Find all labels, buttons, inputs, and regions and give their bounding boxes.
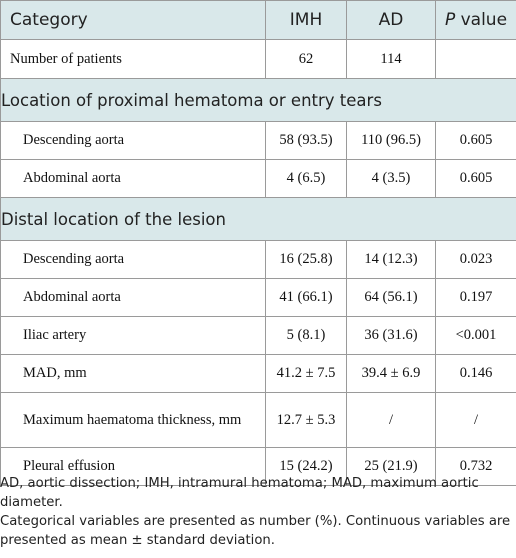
cell-p: 0.023 xyxy=(436,241,516,279)
table-row xyxy=(1,40,516,79)
cell-p: 0.732 xyxy=(436,448,516,486)
table-row xyxy=(1,160,516,198)
footnote-presentation: Categorical variables are presented as number (%). Continuous variables are presented as mean ± standard deviation. xyxy=(0,514,511,548)
header-ad: AD xyxy=(347,1,436,40)
row-label: Maximum haematoma thickness, mm xyxy=(1,393,266,448)
table-row xyxy=(1,393,516,448)
cell-p: 0.146 xyxy=(436,355,516,393)
table-row xyxy=(1,279,516,317)
table-row xyxy=(1,317,516,355)
row-label: Descending aorta xyxy=(1,122,266,160)
cell-ad: 64 (56.1) xyxy=(347,279,436,317)
cell-imh: 58 (93.5) xyxy=(266,122,347,160)
row-label: Abdominal aorta xyxy=(1,160,266,198)
cell-ad: / xyxy=(347,393,436,448)
section-title-proximal: Location of proximal hematoma or entry tears xyxy=(1,79,516,122)
cell-ad: 36 (31.6) xyxy=(347,317,436,355)
cell-p: 0.197 xyxy=(436,279,516,317)
row-label: Iliac artery xyxy=(1,317,266,355)
row-label: Descending aorta xyxy=(1,241,266,279)
cell-imh: 5 (8.1) xyxy=(266,317,347,355)
table-footnotes xyxy=(0,474,516,550)
section-title-distal: Distal location of the lesion xyxy=(1,198,516,241)
cell-p: / xyxy=(436,393,516,448)
header-imh: IMH xyxy=(266,1,347,40)
cell-p: 0.605 xyxy=(436,160,516,198)
table-row xyxy=(1,241,516,279)
header-p-rest: value xyxy=(455,10,508,30)
row-label: Pleural effusion xyxy=(1,448,266,486)
cell-imh: 15 (24.2) xyxy=(266,448,347,486)
cell-imh: 16 (25.8) xyxy=(266,241,347,279)
cell-ad: 14 (12.3) xyxy=(347,241,436,279)
cell-imh: 4 (6.5) xyxy=(266,160,347,198)
row-label: Abdominal aorta xyxy=(1,279,266,317)
header-p-letter: P xyxy=(444,10,456,30)
cell-imh: 62 xyxy=(266,40,347,79)
header-category: Category xyxy=(1,1,266,40)
cell-ad: 110 (96.5) xyxy=(347,122,436,160)
header-p-value xyxy=(436,1,516,40)
section-header-row xyxy=(1,198,516,241)
row-label: Number of patients xyxy=(1,40,266,79)
section-header-row xyxy=(1,79,516,122)
footnote-abbreviations: AD, aortic dissection; IMH, intramural hematoma; MAD, maximum aortic diameter. xyxy=(0,476,479,510)
cell-imh: 41.2 ± 7.5 xyxy=(266,355,347,393)
cell-p: <0.001 xyxy=(436,317,516,355)
cell-ad: 114 xyxy=(347,40,436,79)
cell-imh: 41 (66.1) xyxy=(266,279,347,317)
cell-imh: 12.7 ± 5.3 xyxy=(266,393,347,448)
table-row xyxy=(1,355,516,393)
row-label: MAD, mm xyxy=(1,355,266,393)
cell-ad: 39.4 ± 6.9 xyxy=(347,355,436,393)
table-row xyxy=(1,122,516,160)
cell-ad: 25 (21.9) xyxy=(347,448,436,486)
cell-p xyxy=(436,40,516,79)
header-row xyxy=(1,1,516,40)
cell-ad: 4 (3.5) xyxy=(347,160,436,198)
cell-p: 0.605 xyxy=(436,122,516,160)
